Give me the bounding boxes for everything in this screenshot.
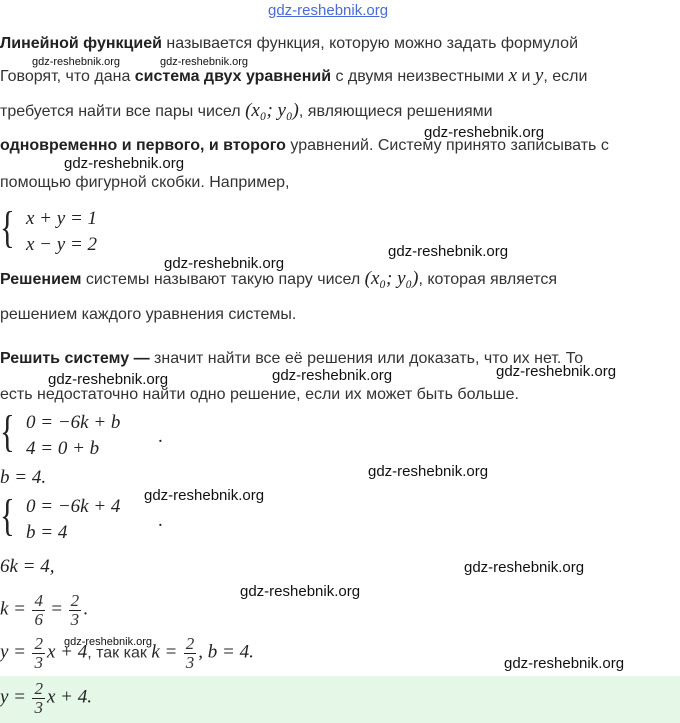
equation-6k: 6k = 4, (0, 556, 55, 577)
term-linear-function: Линейной функцией (0, 35, 162, 52)
equation-k: k = $\frac{4}{6}$ = $\frac{2}{3}$ . (0, 591, 88, 629)
watermark: gdz-reshebnik.org (64, 155, 185, 172)
watermark: gdz-reshebnik.org (48, 371, 169, 388)
definition-system-line1: Говорят, что дана система двух уравнений с двумя неизвестными x и y, если (0, 65, 588, 86)
solution-definition-line1: Решением системы называют такую пару чисел (x₀; y₀), которая является (0, 268, 558, 289)
solution-definition-line2: решением каждого уравнения системы. (0, 306, 297, 323)
final-answer: y = $\frac{2}{3}$ x + 4. (0, 679, 92, 717)
watermark-top: gdz-reshebnik.org (268, 2, 389, 19)
watermark: gdz-reshebnik.org (368, 463, 489, 480)
solve-definition-line2: есть недостаточно найти одно решение, если их может быть больше. (0, 386, 519, 403)
solve-definition-line1: Решить систему — значит найти все её решения или доказать, что их нет. То (0, 350, 584, 367)
definition-linear-function: Линейной функцией называется функция, которую можно задать формулой (0, 35, 579, 52)
definition-system-line3: одновременно и первого, и второго уравнений. Систему принято записывать с (0, 137, 609, 154)
system-example-2: { 0 = −6k + b 4 = 0 + b . (0, 407, 163, 459)
watermark: gdz-reshebnik.org (272, 367, 393, 384)
watermark: gdz-reshebnik.org (388, 243, 509, 260)
watermark: gdz-reshebnik.org (164, 255, 285, 272)
watermark: gdz-reshebnik.org (496, 363, 617, 380)
watermark: gdz-reshebnik.org (464, 559, 585, 576)
definition-system-line4: помощью фигурной скобки. Например, (0, 174, 290, 191)
watermark: gdz-reshebnik.org (240, 583, 361, 600)
system-example-1: { x + y = 1 x − y = 2 (0, 203, 98, 255)
watermark: gdz-reshebnik.org (160, 56, 249, 68)
equation-y-derivation: y = $\frac{2}{3}$ x + 4, так как k = $\frac{2}{3}$ , b = 4. (0, 634, 254, 672)
watermark: gdz-reshebnik.org (504, 655, 625, 672)
term-system: система двух уравнений (134, 68, 332, 85)
equation-b: b = 4. (0, 467, 47, 488)
answer-highlight (0, 676, 680, 723)
watermark: gdz-reshebnik.org (64, 636, 153, 648)
definition-system-line2: требуется найти все пары чисел (x₀; y₀), являющиеся решениями (0, 100, 493, 121)
watermark: gdz-reshebnik.org (144, 487, 265, 504)
watermark: gdz-reshebnik.org (424, 124, 545, 141)
watermark: gdz-reshebnik.org (32, 56, 121, 68)
system-example-3: { 0 = −6k + 4 b = 4 . (0, 491, 163, 543)
